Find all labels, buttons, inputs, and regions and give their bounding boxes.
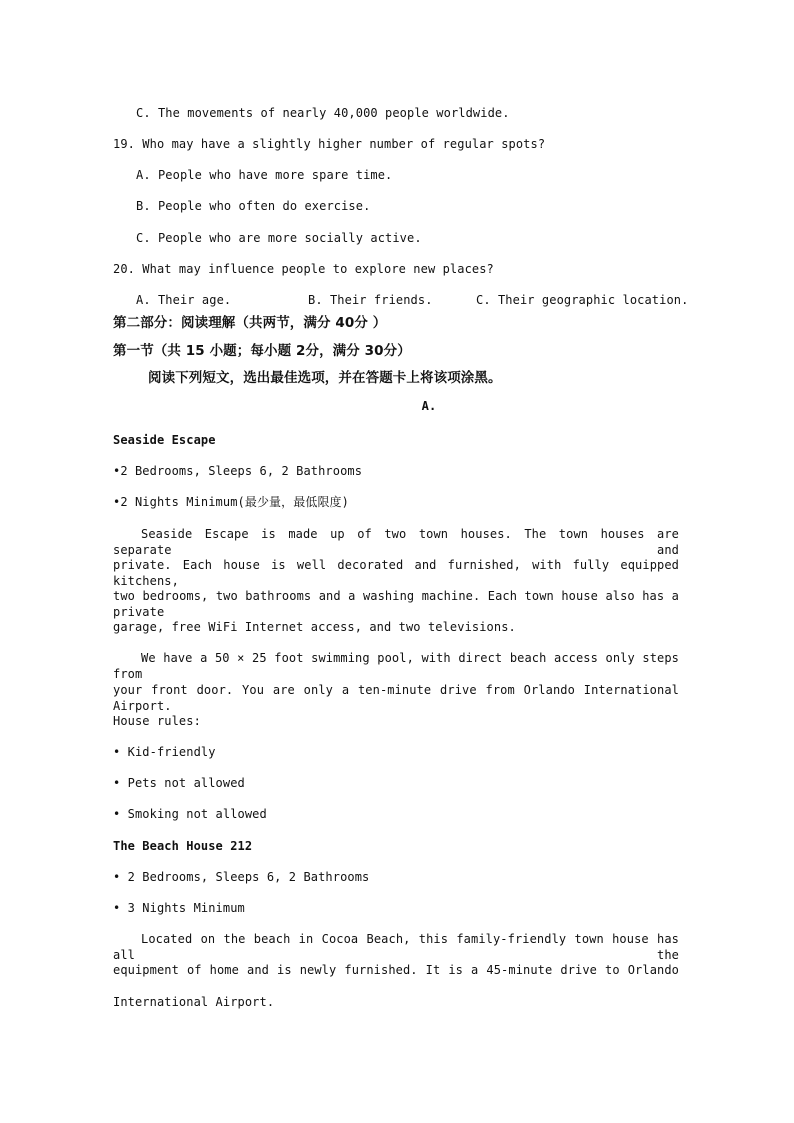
- listing2-bullet-rooms: • 2 Bedrooms, Sleeps 6, 2 Bathrooms: [113, 870, 370, 884]
- q20-stem: 20. What may influence people to explore new places?: [113, 262, 494, 276]
- q19-option-c: C. People who are more socially active.: [136, 231, 422, 245]
- q19-option-b: B. People who often do exercise.: [136, 199, 371, 213]
- listing2-para1-line2: equipment of home and is newly furnished. It is a 45-minute drive to Orlando: [113, 963, 679, 977]
- listing1-para1-line4: garage, free WiFi Internet access, and two televisions.: [113, 620, 516, 634]
- house-rule-kid-friendly: • Kid-friendly: [113, 745, 216, 759]
- listing2-title: The Beach House 212: [113, 839, 253, 853]
- q19-stem: 19. Who may have a slightly higher number of regular spots?: [113, 137, 546, 151]
- house-rules-heading: House rules:: [113, 714, 201, 728]
- listing2-bullet-minimum: • 3 Nights Minimum: [113, 901, 245, 915]
- section-instructions: 阅读下列短文，选出最佳选项，并在答题卡上将该项涂黑。: [148, 370, 502, 386]
- listing1-para1-line3: two bedrooms, two bathrooms and a washing machine. Each town house also has a private: [113, 589, 679, 619]
- house-rule-pets: • Pets not allowed: [113, 776, 245, 790]
- house-rule-smoking: • Smoking not allowed: [113, 807, 267, 821]
- q20-option-c: C. Their geographic location.: [476, 293, 689, 307]
- q20-option-b: B. Their friends.: [308, 293, 433, 307]
- q19-option-a: A. People who have more spare time.: [136, 168, 393, 182]
- listing1-para2-line2: your front door. You are only a ten-minute drive from Orlando International Airport.: [113, 683, 679, 713]
- listing1-title: Seaside Escape: [113, 433, 216, 447]
- q20-options-row: [0, 292, 794, 308]
- part-title: 第二部分：阅读理解（共两节，满分 40分 ）: [113, 315, 387, 331]
- listing1-bullet-rooms: •2 Bedrooms, Sleeps 6, 2 Bathrooms: [113, 464, 363, 478]
- section-subtitle: 第一节（共 15 小题；每小题 2分，满分 30分）: [113, 343, 411, 359]
- listing1-bullet-minimum: •2 Nights Minimum(最少量，最低限度): [113, 495, 349, 509]
- passage-label: A.: [421, 399, 437, 413]
- q20-option-a: A. Their age.: [136, 293, 232, 307]
- listing1-para2-line1: We have a 50 × 25 foot swimming pool, with direct beach access only steps from: [113, 651, 679, 681]
- listing2-para1-line1: Located on the beach in Cocoa Beach, this family-friendly town house has all the: [113, 932, 679, 962]
- q18-option-c: C. The movements of nearly 40,000 people worldwide.: [136, 106, 510, 120]
- listing2-para1-line3: International Airport.: [113, 995, 275, 1009]
- listing1-para1-line1: Seaside Escape is made up of two town houses. The town houses are separate and: [113, 527, 679, 557]
- listing1-para1-line2: private. Each house is well decorated and furnished, with fully equipped kitchens,: [113, 558, 679, 588]
